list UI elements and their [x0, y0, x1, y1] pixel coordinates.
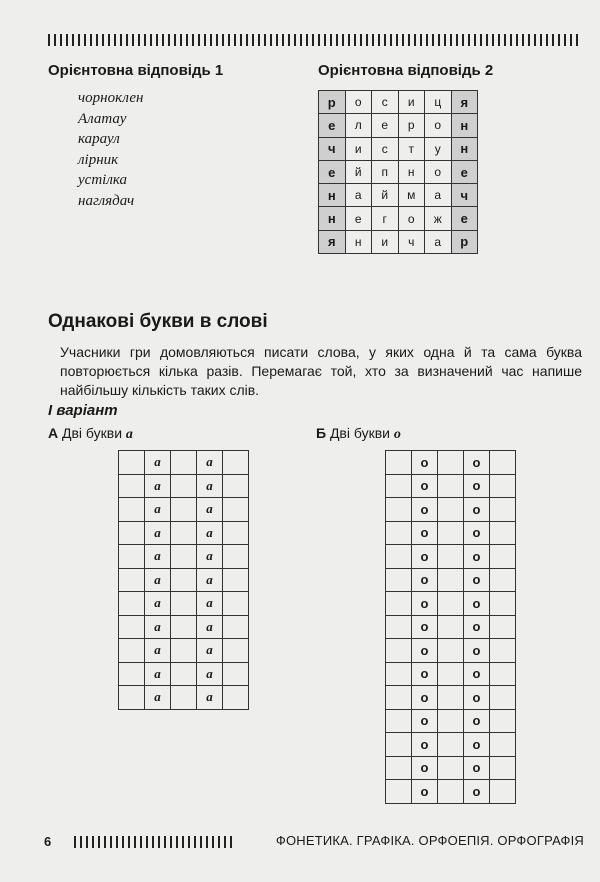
grid-empty-cell — [438, 592, 464, 616]
grid-letter-cell: а — [145, 451, 171, 475]
answer1-word: наглядач — [78, 192, 135, 209]
answer2-grid-cell: й — [372, 184, 399, 207]
grid-empty-cell — [490, 709, 516, 733]
answer1-word: чорноклен — [78, 90, 144, 106]
task-a-letter: а — [125, 427, 133, 442]
grid-empty-cell — [386, 545, 412, 569]
answer2-grid-cell: н — [319, 207, 346, 230]
answer2-grid-cell: и — [345, 137, 372, 160]
answer2-grid-cell: а — [425, 184, 452, 207]
grid-letter-cell: а — [197, 568, 223, 592]
answer2-grid-cell: н — [451, 114, 478, 137]
grid-letter-cell: а — [197, 615, 223, 639]
answer2-grid-cell: н — [451, 137, 478, 160]
grid-empty-cell — [490, 474, 516, 498]
task-b-letter: о — [393, 427, 401, 442]
grid-empty-cell — [171, 451, 197, 475]
grid-empty-cell — [119, 662, 145, 686]
grid-letter-cell: о — [464, 592, 490, 616]
grid-letter-cell: а — [145, 568, 171, 592]
grid-letter-cell: о — [464, 780, 490, 804]
grid-empty-cell — [438, 451, 464, 475]
grid-letter-cell: о — [412, 662, 438, 686]
answer2-grid-cell: ч — [398, 230, 425, 253]
grid-letter-cell: о — [464, 709, 490, 733]
grid-letter-cell: о — [464, 756, 490, 780]
grid-letter-cell: о — [412, 709, 438, 733]
answer2-grid-cell: е — [451, 160, 478, 183]
grid-empty-cell — [119, 592, 145, 616]
grid-empty-cell — [119, 639, 145, 663]
answer2-grid-cell: й — [345, 160, 372, 183]
grid-empty-cell — [438, 498, 464, 522]
answer2-grid-cell: н — [319, 184, 346, 207]
grid-empty-cell — [223, 639, 249, 663]
task-b-marker: Б — [316, 425, 327, 441]
grid-empty-cell — [119, 545, 145, 569]
grid-empty-cell — [119, 686, 145, 710]
grid-letter-cell: о — [464, 498, 490, 522]
grid-letter-cell: о — [412, 639, 438, 663]
grid-letter-cell: о — [412, 545, 438, 569]
answer2-grid-cell: с — [372, 91, 399, 114]
grid-empty-cell — [438, 639, 464, 663]
grid-letter-cell: о — [412, 474, 438, 498]
grid-empty-cell — [119, 615, 145, 639]
grid-letter-cell: а — [197, 662, 223, 686]
footer-decorative-rule — [74, 836, 234, 848]
grid-letter-cell: о — [412, 592, 438, 616]
task-a-marker: А — [48, 425, 59, 441]
answer2-grid-cell: я — [319, 230, 346, 253]
grid-letter-cell: о — [464, 615, 490, 639]
grid-letter-cell: а — [197, 474, 223, 498]
grid-empty-cell — [490, 662, 516, 686]
grid-empty-cell — [490, 568, 516, 592]
answer2-grid-cell: у — [425, 137, 452, 160]
grid-empty-cell — [171, 498, 197, 522]
section-intro: Учасники гри домовляються писати слова, у яких одна й та сама буква повторюється кілька разів. Перемагає той, хто за визначений час напише найбільшу кількість таких слів. — [60, 344, 582, 398]
grid-empty-cell — [223, 474, 249, 498]
answer2-grid-cell: е — [372, 114, 399, 137]
answer2-grid-cell: и — [372, 230, 399, 253]
grid-letter-cell: о — [464, 521, 490, 545]
grid-letter-cell: а — [145, 498, 171, 522]
grid-empty-cell — [490, 521, 516, 545]
grid-empty-cell — [490, 451, 516, 475]
answer2-grid-cell: и — [398, 91, 425, 114]
answer2-grid-cell: е — [319, 114, 346, 137]
answer2-grid-cell: р — [319, 91, 346, 114]
grid-empty-cell — [119, 568, 145, 592]
grid-empty-cell — [438, 474, 464, 498]
section-title: Однакові букви в слові — [48, 311, 268, 332]
grid-letter-cell: а — [145, 615, 171, 639]
grid-letter-cell: о — [464, 451, 490, 475]
grid-letter-cell: а — [197, 592, 223, 616]
task-b-grid — [385, 450, 516, 804]
grid-empty-cell — [119, 521, 145, 545]
answer2-grid-cell: н — [345, 230, 372, 253]
grid-letter-cell: а — [145, 662, 171, 686]
grid-letter-cell: о — [412, 568, 438, 592]
grid-empty-cell — [171, 639, 197, 663]
task-b-label — [316, 425, 401, 443]
answer2-grid-cell: ж — [425, 207, 452, 230]
grid-letter-cell: о — [464, 545, 490, 569]
grid-empty-cell — [490, 780, 516, 804]
answer2-title: Орієнтовна відповідь 2 — [318, 62, 494, 79]
grid-letter-cell: а — [145, 521, 171, 545]
grid-letter-cell: а — [145, 639, 171, 663]
grid-empty-cell — [386, 662, 412, 686]
grid-letter-cell: а — [145, 474, 171, 498]
answer1-word-list — [78, 88, 143, 211]
answer2-grid-cell: ч — [319, 137, 346, 160]
answer2-grid-cell: а — [345, 184, 372, 207]
grid-empty-cell — [438, 521, 464, 545]
answer2-grid-cell: п — [372, 160, 399, 183]
answer2-grid-cell: ц — [425, 91, 452, 114]
page-number: 6 — [44, 834, 52, 849]
grid-empty-cell — [223, 545, 249, 569]
grid-empty-cell — [490, 615, 516, 639]
grid-empty-cell — [171, 662, 197, 686]
grid-empty-cell — [386, 615, 412, 639]
grid-empty-cell — [223, 451, 249, 475]
grid-empty-cell — [386, 474, 412, 498]
answer2-grid-cell: е — [319, 160, 346, 183]
grid-empty-cell — [490, 686, 516, 710]
grid-empty-cell — [223, 592, 249, 616]
grid-letter-cell: о — [464, 639, 490, 663]
grid-empty-cell — [490, 592, 516, 616]
grid-empty-cell — [223, 662, 249, 686]
grid-letter-cell: а — [197, 451, 223, 475]
grid-letter-cell: о — [464, 568, 490, 592]
task-a-grid — [118, 450, 249, 710]
grid-empty-cell — [386, 451, 412, 475]
grid-empty-cell — [171, 474, 197, 498]
answer2-grid-cell: е — [451, 207, 478, 230]
grid-empty-cell — [386, 733, 412, 757]
answer2-grid-cell: р — [398, 114, 425, 137]
grid-empty-cell — [386, 709, 412, 733]
answer2-grid-cell: ч — [451, 184, 478, 207]
answer2-grid-cell: м — [398, 184, 425, 207]
answer1-word: лірник — [78, 151, 119, 168]
grid-empty-cell — [386, 780, 412, 804]
grid-letter-cell: о — [412, 498, 438, 522]
grid-empty-cell — [386, 639, 412, 663]
grid-empty-cell — [223, 686, 249, 710]
grid-empty-cell — [171, 568, 197, 592]
grid-empty-cell — [386, 686, 412, 710]
grid-empty-cell — [438, 780, 464, 804]
grid-empty-cell — [490, 733, 516, 757]
top-decorative-rule — [48, 34, 582, 46]
grid-letter-cell: о — [464, 474, 490, 498]
grid-empty-cell — [386, 592, 412, 616]
grid-empty-cell — [386, 568, 412, 592]
answer2-letter-grid — [318, 90, 478, 254]
grid-empty-cell — [171, 615, 197, 639]
answer2-grid-cell: а — [425, 230, 452, 253]
grid-empty-cell — [223, 521, 249, 545]
grid-empty-cell — [438, 615, 464, 639]
grid-letter-cell: о — [464, 686, 490, 710]
answer1-word: устілка — [78, 172, 127, 188]
grid-letter-cell: о — [412, 521, 438, 545]
answer2-grid-cell: т — [398, 137, 425, 160]
answer2-grid-cell: о — [345, 91, 372, 114]
grid-empty-cell — [119, 498, 145, 522]
grid-letter-cell: о — [412, 733, 438, 757]
grid-letter-cell: а — [197, 686, 223, 710]
grid-letter-cell: о — [464, 662, 490, 686]
grid-empty-cell — [490, 756, 516, 780]
answer2-grid-cell: с — [372, 137, 399, 160]
grid-letter-cell: а — [197, 639, 223, 663]
variant-label: І варіант — [48, 402, 118, 419]
grid-empty-cell — [490, 639, 516, 663]
grid-empty-cell — [386, 498, 412, 522]
grid-empty-cell — [490, 498, 516, 522]
answer2-grid-cell: л — [345, 114, 372, 137]
grid-letter-cell: о — [412, 686, 438, 710]
answer2-grid-cell: о — [398, 207, 425, 230]
grid-empty-cell — [119, 451, 145, 475]
grid-empty-cell — [490, 545, 516, 569]
grid-empty-cell — [171, 521, 197, 545]
answer1-word: караул — [78, 131, 120, 147]
grid-letter-cell: а — [145, 545, 171, 569]
grid-letter-cell: а — [197, 521, 223, 545]
answer1-title: Орієнтовна відповідь 1 — [48, 62, 224, 79]
grid-letter-cell: а — [197, 545, 223, 569]
grid-empty-cell — [386, 756, 412, 780]
grid-letter-cell: а — [145, 592, 171, 616]
answer2-grid-cell: о — [425, 160, 452, 183]
answer2-grid-cell: г — [372, 207, 399, 230]
answer1-word: Алатау — [78, 110, 127, 127]
grid-empty-cell — [438, 709, 464, 733]
grid-empty-cell — [438, 662, 464, 686]
grid-letter-cell: о — [412, 780, 438, 804]
answer2-grid-cell: я — [451, 91, 478, 114]
grid-letter-cell: о — [412, 451, 438, 475]
task-a-label — [48, 425, 133, 443]
footer-title: ФОНЕТИКА. ГРАФІКА. ОРФОЕПІЯ. ОРФОГРАФІЯ — [275, 833, 584, 848]
grid-empty-cell — [223, 568, 249, 592]
answer2-grid-cell: о — [425, 114, 452, 137]
grid-empty-cell — [171, 686, 197, 710]
task-a-text: Дві букви — [62, 425, 123, 441]
grid-empty-cell — [438, 686, 464, 710]
grid-empty-cell — [438, 733, 464, 757]
grid-letter-cell: о — [412, 756, 438, 780]
grid-letter-cell: а — [197, 498, 223, 522]
grid-empty-cell — [119, 474, 145, 498]
grid-letter-cell: о — [412, 615, 438, 639]
grid-empty-cell — [171, 592, 197, 616]
answer2-grid-cell: н — [398, 160, 425, 183]
grid-empty-cell — [386, 521, 412, 545]
answer2-grid-cell: е — [345, 207, 372, 230]
grid-empty-cell — [171, 545, 197, 569]
grid-empty-cell — [438, 545, 464, 569]
answer2-grid-cell: р — [451, 230, 478, 253]
grid-empty-cell — [223, 615, 249, 639]
grid-empty-cell — [438, 756, 464, 780]
grid-empty-cell — [223, 498, 249, 522]
grid-letter-cell: о — [464, 733, 490, 757]
grid-letter-cell: а — [145, 686, 171, 710]
task-b-text: Дві букви — [329, 425, 390, 441]
grid-empty-cell — [438, 568, 464, 592]
